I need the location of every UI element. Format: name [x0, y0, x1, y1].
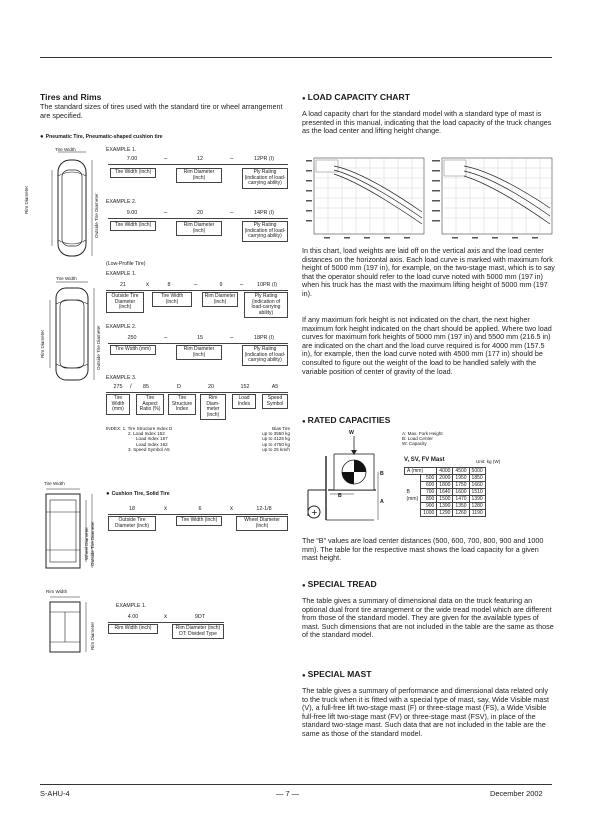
index-line: Load Index 162 up to 4750 kg	[136, 441, 290, 447]
capacity-cell: 1500	[437, 496, 453, 503]
load-center-cell: 600	[421, 482, 437, 489]
ex2-underline	[108, 218, 288, 219]
capacity-cell: 1350	[453, 503, 469, 510]
footer-page-number: — 7 —	[276, 789, 299, 798]
lp-ex3-cell-2: Tire Aspect Ratio (%)	[136, 394, 164, 415]
fig-a-label: A	[380, 499, 384, 505]
capacity-cell: 1470	[453, 496, 469, 503]
load-chart-left	[304, 156, 426, 242]
cu-value-3: 12-1/8	[256, 506, 272, 512]
lp-ex1-cell-3: Rim Diameter (inch)	[202, 292, 238, 307]
table-row	[405, 489, 486, 496]
fig2-rim-diameter-label: Rim Diameter	[40, 329, 45, 358]
rated-table-title: V, SV, FV Mast	[404, 457, 445, 463]
lp-ex2-sep-2: –	[230, 335, 234, 341]
lp-ex3-cell-4: Rim Diam-meter (inch)	[200, 394, 226, 420]
table-row	[405, 475, 486, 482]
fig2-outside-diameter-label: Outside Tire Diameter	[96, 325, 101, 370]
fig-w-label: W	[349, 430, 354, 436]
lp-ex2-label: EXAMPLE 2.	[106, 324, 137, 330]
rim-cell-2: Rim Diameter (inch) DT: Divided Type	[172, 624, 224, 639]
lp-ex3-value-1: 275	[113, 384, 123, 390]
lp-ex2-value-3: 18PR (I)	[253, 335, 275, 341]
b-axis-label: B	[406, 489, 410, 495]
ex1-cell-2: Rim Diameter (inch)	[176, 168, 222, 183]
lp-ex3-value-6: A5	[271, 384, 279, 390]
rim-cell-1: Rim Width (inch)	[108, 624, 158, 634]
index-line: INDEX: 1. Tire Structure Index D Bias Tire	[106, 426, 290, 431]
ex2-value-3: 14PR (I)	[253, 210, 275, 216]
lp-ex3-value-4: 20	[208, 384, 214, 390]
ex2-value-2: 20	[197, 210, 203, 216]
capacity-cell: 1850	[469, 475, 485, 482]
ex2-sep-1: –	[164, 210, 168, 216]
lp-ex1-value-4: 10PR (I)	[256, 282, 278, 288]
cu-sep-1: x	[164, 506, 167, 512]
fig-b1-label: B	[380, 471, 384, 477]
footer-doc-id: S-AHU-4	[40, 789, 70, 798]
ex1-cell-3: Ply Rating (indication of load-carrying ability)	[242, 168, 288, 189]
ex1-sep-1: –	[164, 156, 168, 162]
cushion-heading: ● Cushion Tire, Solid Tire	[106, 492, 170, 498]
ex1-value-2: 12	[197, 156, 203, 162]
low-profile-label: (Low-Profile Tire)	[106, 261, 146, 267]
rim-ex-label: EXAMPLE 1.	[116, 603, 147, 609]
table-row	[405, 482, 486, 489]
ex2-label: EXAMPLE 2.	[106, 199, 137, 205]
cu-value-1: 18	[129, 506, 135, 512]
footer-rule	[40, 784, 552, 785]
ex1-value-3: 12PR (I)	[253, 156, 275, 162]
load-center-cell: 500	[421, 475, 437, 482]
fig4-rim-width-label: Rim Width	[46, 589, 68, 594]
lp-ex3-label: EXAMPLE 3.	[106, 375, 137, 381]
rim-sep: x	[164, 614, 167, 620]
b-axis-label	[405, 510, 421, 517]
lp-ex1-cell-1: Outside Tire Diameter (inch)	[106, 292, 144, 313]
ex2-sep-2: –	[230, 210, 234, 216]
special-mast-title: ● SPECIAL MAST	[302, 669, 371, 679]
fig3-outside-diameter-label: Outside Tire Diameter	[90, 521, 95, 566]
index-line: 2. Load Index 152 up to 3550 kg	[128, 431, 290, 437]
ex1-label: EXAMPLE 1.	[106, 147, 137, 153]
ex2-cell-2: Rim Diameter (inch)	[176, 221, 222, 236]
special-tread-title: ● SPECIAL TREAD	[302, 579, 377, 589]
ex2-value-1: 9.00	[126, 210, 138, 216]
lp-ex1-underline	[106, 290, 288, 291]
lp-ex3-underline	[106, 392, 288, 393]
lp-ex2-value-1: 250	[127, 335, 137, 341]
ex1-value-1: 7.00	[126, 156, 138, 162]
col-head: 4000	[437, 468, 453, 475]
capacity-cell: 1190	[469, 510, 485, 517]
lp-ex1-value-1: 21	[120, 282, 126, 288]
capacity-cell: 1390	[437, 503, 453, 510]
fig1-outside-diameter-label: Outside Tire Diameter	[94, 193, 99, 238]
fig3-tire-width-label: Tire Width	[44, 481, 65, 486]
b-axis-label	[405, 503, 421, 510]
lp-ex1-sep-2: –	[194, 282, 198, 288]
capacity-cell: 1280	[469, 503, 485, 510]
b-axis-label	[405, 482, 421, 489]
lp-ex1-label: EXAMPLE 1.	[106, 271, 137, 277]
lp-ex3-value-2: 85	[143, 384, 149, 390]
table-row	[405, 496, 486, 503]
lp-ex1-cell-4: Ply Rating (indication of load-carrying ability)	[244, 292, 288, 318]
cu-cell-2: Tire Width (inch)	[176, 516, 222, 526]
svg-text:+: +	[311, 508, 318, 517]
cu-cell-3: Wheel Diameter (inch)	[236, 516, 288, 531]
capacity-cell: 1390	[469, 496, 485, 503]
lp-ex1-cell-2: Tire Width (inch)	[152, 292, 192, 307]
load-chart-intro: A load capacity chart for the standard model with a standard type of mast is presented in this manual, indicating that the load capacity of the truck changes as the load center and lifting height change.	[302, 109, 552, 136]
load-center-cell: 800	[421, 496, 437, 503]
load-chart-body: In this chart, load weights are laid off on the vertical axis and the load center distances on the horizontal axis. Each load curve is marked with maximum fork height of 5000 mm (197 in), for example, on the two-stage mast, which is to say that the operator should refer to the load curve noted with 5000 mm (197 in) when his truck has the mast with the maximum lifting height of 5000 mm (197 in).	[302, 246, 555, 298]
lp-ex3-cell-6: Speed Symbol	[262, 394, 288, 409]
lp-ex3-cell-1: Tire Width (mm)	[106, 394, 130, 415]
lp-ex2-cell-2: Rim Diameter (inch)	[176, 345, 222, 360]
load-center-cell: 900	[421, 503, 437, 510]
pneumatic-heading: ● Pneumatic Tire, Pneumatic-shaped cushion tire	[40, 135, 163, 141]
capacity-cell: 1750	[453, 482, 469, 489]
capacity-cell: 1290	[437, 510, 453, 517]
lp-ex3-value-3: D	[177, 384, 181, 390]
lp-ex3-slash: /	[130, 384, 132, 390]
fig1-tire-width-label: Tire Width	[55, 147, 76, 152]
load-chart-title: ● LOAD CAPACITY CHART	[302, 92, 410, 102]
fig-b2-label: B	[338, 493, 342, 499]
ex1-cell-1: Tire Width (inch)	[110, 168, 156, 178]
cu-cell-1: Outside Tire Diameter (inch)	[108, 516, 156, 531]
table-row	[405, 503, 486, 510]
lp-ex1-sep-1: x	[146, 282, 149, 288]
cu-sep-2: x	[230, 506, 233, 512]
rim-underline	[108, 622, 224, 623]
capacity-cell: 1800	[437, 482, 453, 489]
lp-ex3-cell-5: Load Index	[232, 394, 256, 409]
rated-title: ● RATED CAPACITIES	[302, 415, 390, 425]
tires-title: Tires and Rims	[40, 92, 102, 102]
load-center-cell: 1000	[421, 510, 437, 517]
footer-date: December 2002	[490, 789, 543, 798]
lp-ex1-value-3: 9	[219, 282, 223, 288]
rim-figure	[44, 596, 94, 656]
lp-ex1-sep-3: –	[240, 282, 244, 288]
load-chart-right	[430, 156, 554, 242]
index-line: 3. Speed Symbol A5 up to 25 km/h	[128, 446, 290, 452]
lp-ex2-cell-3: Ply Rating (indication of load-carrying ability)	[242, 345, 288, 366]
ex1-sep-2: –	[230, 156, 234, 162]
capacity-cell: 1950	[453, 475, 469, 482]
fig1-rim-diameter-label: Rim Diameter	[24, 185, 29, 214]
lp-ex2-sep-1: –	[164, 335, 168, 341]
capacity-cell: 2000	[437, 475, 453, 482]
lp-ex2-underline	[108, 343, 288, 344]
lp-ex3-value-5: 152	[240, 384, 250, 390]
ex1-underline	[108, 164, 288, 165]
lp-ex2-value-2: 15	[197, 335, 203, 341]
tires-intro: The standard sizes of tires used with the standard tire or wheel arrangement are specified.	[40, 102, 283, 120]
rim-value-2: 9DT	[194, 614, 206, 620]
low-profile-tire-figure	[40, 278, 104, 384]
row-head: A (mm)	[405, 468, 437, 475]
capacity-cell: 1640	[437, 489, 453, 496]
rim-value-1: 4.00	[127, 614, 139, 620]
index-line: Load Index 157 up to 4125 kg	[136, 436, 290, 442]
col-head: 4500	[453, 468, 469, 475]
cu-underline	[108, 514, 288, 515]
ex2-cell-3: Ply Rating (indication of load-carrying ability)	[242, 221, 288, 242]
rated-legend: A: Max. Fork Height B: Load Center W: Capacity	[402, 431, 443, 447]
rated-unit: Unit: kg (W)	[476, 459, 501, 464]
load-center-cell: 700	[421, 489, 437, 496]
b-axis-label	[405, 475, 421, 482]
col-head: 5000	[469, 468, 485, 475]
special-tread-body: The table gives a summary of dimensional data on the truck featuring an optional dual front tire arrangement or the wide tread model which are different from those of the standard model. They are given for the available types of mast. Such dimensions that are not included in the table are the same as those of the standard model.	[302, 596, 554, 640]
header-rule	[40, 57, 552, 58]
cu-value-2: 6	[198, 506, 202, 512]
fig2-tire-width-label: Tire Width	[56, 276, 77, 281]
lp-ex1-value-2: 8	[167, 282, 171, 288]
capacity-cell: 1510	[469, 489, 485, 496]
fig4-rim-diameter-label: Rim Diameter	[90, 621, 95, 650]
rated-body: The “B” values are load center distances (500, 600, 700, 800, 900 and 1000 mm). The table for the respective mast shows the load capacity for a given mast height.	[302, 536, 544, 563]
table-row	[405, 510, 486, 517]
ex2-cell-1: Tire Width (inch)	[110, 221, 156, 231]
lp-ex3-cell-3: Tire Structure Index	[168, 394, 196, 415]
capacity-cell: 1260	[453, 510, 469, 517]
load-chart-body-2: If any maximum fork height is not indicated on the chart, the next higher maximum fork height indicated on the chart should be applied. Where two load curves for maximum fork heights of 5000 mm (197 in) and 5500 mm (216.5 in) are indicated on the chart and the load curve required is for 4000 mm (157.5 in), for example, then the load curve noted with 4500 mm (177 in) should be consulted to figure out the weight of the load to be handled safely with the variable position of center of gravity of the load.	[302, 315, 552, 376]
index-block	[106, 426, 290, 452]
capacity-cell: 1600	[453, 489, 469, 496]
b-axis-label: (mm)	[406, 496, 419, 502]
fig3-wheel-diameter-label: Wheel Diameter	[84, 527, 89, 560]
special-mast-body: The table gives a summary of performance and dimensional data related only to the truck when it is fitted with a special type of mast, say, Wide Visible mast (V), a full-free lift two-stage mast (F) or three-stage mast (FS), a Wide Visible full-free lift two-stage mast (FV) or three-stage mast (FSV), in place of the standard two-stage mast. Such data that are not included in the table are the same as those of the standard model.	[302, 686, 550, 738]
capacity-cell: 1660	[469, 482, 485, 489]
lp-ex2-cell-1: Tire Width (mm)	[110, 345, 156, 355]
rated-table	[404, 467, 486, 517]
